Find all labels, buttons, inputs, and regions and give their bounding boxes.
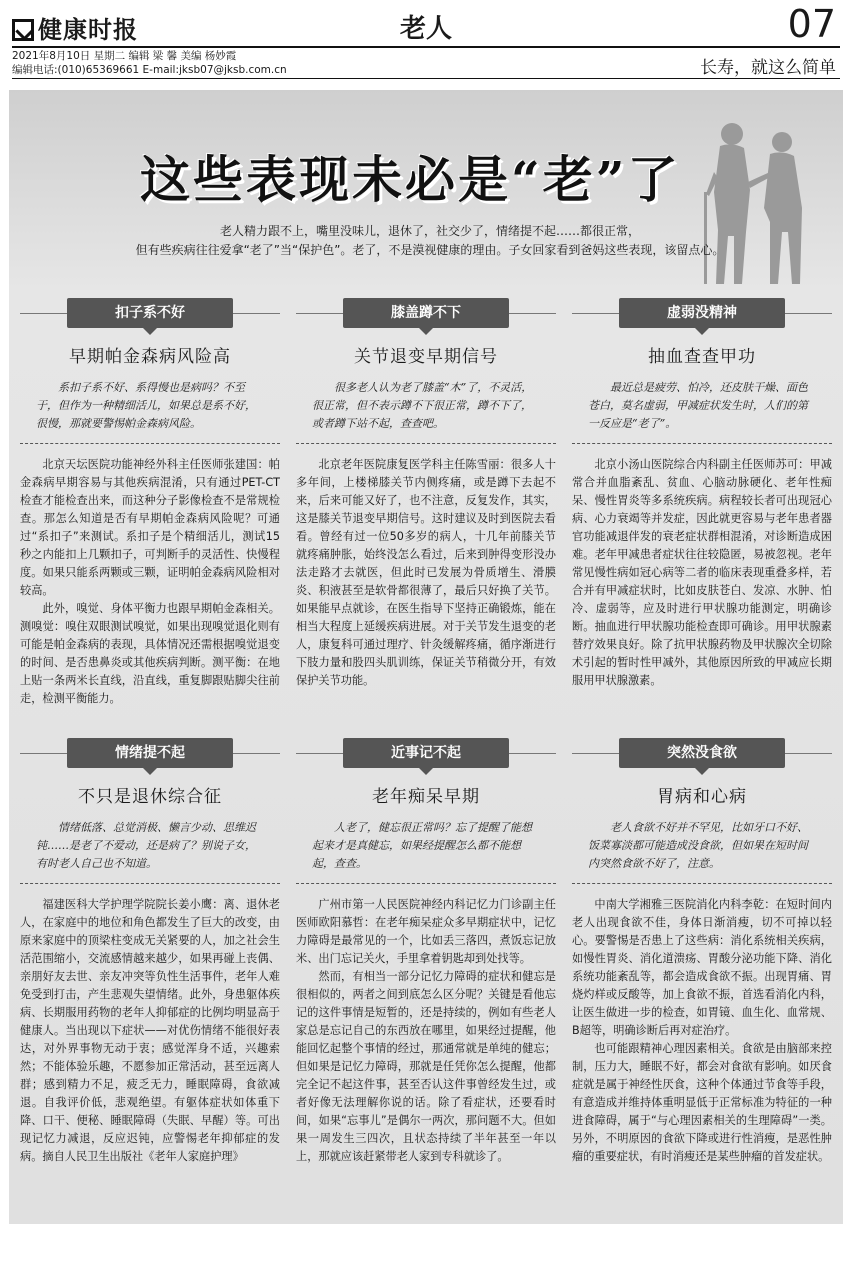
date-editor-line: 2021年8月10日 星期二 编辑 梁 馨 美编 杨妙霞: [12, 50, 237, 62]
article-subhead: 不只是退休综合征: [78, 787, 222, 807]
article-tag: 突然没食欲: [619, 738, 785, 768]
intro-line-2: 但有些疾病往往爱拿“老了”当“保护色”。老了，不是漠视健康的理由。子女回家看到爸妈这些表现，该留点心。: [135, 243, 725, 257]
article-card-buttons: [20, 298, 280, 708]
article-paragraph: 福建医科大学护理学院院长姜小鹰：离、退休老人，在家庭中的地位和角色都发生了巨大的改变，由原来家庭中的顶梁柱变成无关紧要的人，加之社会生活范围缩小，交流感情越来越少，如果再碰上丧偶、亲朋好友去世、亲友冲突等负性生活事件，老年人难免受到打击，产生悲观失望情绪。此外，身患躯体疾病、长期服用药物的老年人抑郁症的比例均明显高于健康人。当出现以下症状——对优伤情绪不能很好表达，对外界事物无动于衷；感觉浑身不适，兴趣索然；不能体验乐趣，不愿参加正常活动，甚至远离人群；感到精力不足，疲乏无力，睡眠障碍，食欲减退。自我评价低，悲观绝望。有躯体症状如体重下降、口干、便秘、睡眠障碍（失眠、早醒）等。可出现记忆力减退，反应迟钝，应警惕老年抑郁症的发病。摘自人民卫生出版社《老年人家庭护理》: [20, 898, 280, 1163]
article-subhead: 胃病和心病: [657, 787, 747, 807]
article-divider: [296, 443, 556, 444]
article-lead: 很多老人认为老了膝盖“木”了，不灵活，很正常，但不表示蹲不下很正常，蹲不下了，或者蹲下站不起，查查吧。: [312, 381, 533, 430]
section-title: 老人: [400, 14, 453, 44]
article-divider: [20, 883, 280, 884]
article-lead: 系扣子系不好、系得慢也是病吗？不至于，但作为一种精细活儿，如果总是系不好，很慢，那就要警惕帕金森病风险。: [36, 381, 256, 430]
article-paragraph: 中南大学湘雅三医院消化内科李乾：在短时间内老人出现食欲不佳，身体日渐消瘦，切不可掉以轻心。要警惕是否患上了这些病：消化系统相关疾病，如慢性胃炎、消化道溃疡、胃酸分泌功能下降、消化系统功能紊乱等，都会造成食欲不振。出现胃痛、胃烧灼样或反酸等，加上食欲不振，首选看消化内科，让医生做进一步的检查，如胃镜、血生化、血常规、B超等，明确诊断后再对症治疗。: [572, 898, 832, 1037]
info-divider: [12, 78, 840, 79]
article-tag: 近事记不起: [343, 738, 509, 768]
brand-name: 健康时报: [38, 16, 138, 44]
article-paragraph: 北京天坛医院功能神经外科主任医师张建国：帕金森病早期容易与其他疾病混淆，只有通过PET-CT检查才能检查出来，而这种分子影像检查不是常规检查。那怎么知道是否有早期帕金森病风险呢？可通过“系扣子”来测试。系扣子是个精细活儿，测试15秒之内能扣上几颗扣子，可判断手的灵活性、快慢程度。如果只能系两颗或三颗，证明帕金森病风险相对较高。: [20, 458, 280, 597]
newspaper-brand: [12, 10, 138, 45]
contact-line: 编辑电话:(010)65369661 E-mail:jksb07@jksb.com.cn: [12, 64, 287, 76]
feature-intro: [70, 222, 790, 260]
article-card-appetite: [572, 738, 832, 1166]
article-lead: 老人食欲不好并不罕见，比如牙口不好、饭菜寡淡都可能造成没食欲，但如果在短时间内突然食欲不好了，注意。: [588, 821, 808, 870]
article-paragraph: 北京老年医院康复医学科主任陈雪丽：很多人十多年间，上楼梯膝关节内侧疼痛，或是蹲下去起不来，后来可能又好了，也不注意，反复发作，其实，这是膝关节退变早期信号。这时建议及时到医院去看看。曾经有过一位50多岁的病人，十几年前膝关节就疼痛肿胀，始终没怎么看过，后来到肿得变形没办法走路才去就医，但此时已发展为骨质增生、滑膜炎、积液甚至是软骨都很薄了，最后只好换了关节。如果能早点就诊，在医生指导下坚持正确锻炼，能在相当大程度上延缓疾病进展。对于关节发生退变的老人，康复科可通过理疗、针灸缓解疼痛，循序渐进行下肢力量和股四头肌训练，保证关节稍微分开，有效保护关节功能。: [296, 458, 556, 687]
article-divider: [296, 883, 556, 884]
feature-headline: 这些表现未必是“老”了: [140, 150, 681, 209]
article-body: [20, 456, 280, 708]
article-paragraph: 北京小汤山医院综合内科副主任医师苏可：甲减常合并血脂紊乱、贫血、心脑动脉硬化、老年性痴呆、慢性胃炎等多系统疾病。病程较长者可出现冠心病、心力衰竭等并发症，因此就更容易与老年患者器官功能减退伴发的衰老症状群相混淆，对诊断造成困难。老年甲减患者症状往往较隐匿，易被忽视。老年常见慢性病如冠心病等二者的临床表现重叠多样，若合并有甲减症状时，比如皮肤苍白、发凉、水肿、怕冷、虚弱等，应及时进行甲状腺功能测定，明确诊断。抽血进行甲状腺功能检查即可确诊。用甲状腺素替疗效果良好。除了抗甲状腺药物及甲状腺次全切除术引起的暂时性甲减外，其他原因所致的甲减应长期服用甲状腺激素。: [572, 458, 832, 687]
article-card-memory: [296, 738, 556, 1166]
article-lead: 人老了，健忘很正常吗？忘了提醒了能想起来才是真健忘，如果经提醒怎么都不能想起，查查。: [312, 821, 532, 870]
section-slogan: 长寿，就这么简单: [700, 58, 836, 78]
masthead-divider: [12, 46, 840, 48]
article-lead: 最近总是疲劳、怕冷，还皮肤干燥、面色苍白，莫名虚弱，甲减症状发生时，人们的第一反应是“老了”。: [588, 381, 808, 430]
info-bar: [12, 49, 840, 77]
masthead: [12, 2, 840, 46]
article-card-mood: [20, 738, 280, 1166]
brand-logo-icon: [12, 19, 34, 41]
article-tag: 扣子系不好: [67, 298, 233, 328]
elderly-couple-silhouette-icon: [690, 112, 820, 292]
article-divider: [20, 443, 280, 444]
article-paragraph: 然而，有相当一部分记忆力障碍的症状和健忘是很相似的，两者之间到底怎么区分呢？关键是看他忘记的这件事情是短暂的，还是持续的，例如有些老人家总是忘记自己的东西放在哪里，如果经过提醒，他能回忆起整个事情的经过，那通常就是单纯的健忘；但如果是记忆力障碍，那就是任凭你怎么提醒，他都完全记不起这件事，甚至否认这件事曾经发生过，或者好像无法理解你说的话。除了看症状，还要看时间，如果“忘事儿”是偶尔一两次，那问题不大。但如果一周发生三四次，且状态持续了半年甚至一年以上，那就应该赶紧带老人家到专科就诊了。: [296, 970, 556, 1163]
article-body: [296, 456, 556, 690]
article-subhead: 抽血查查甲功: [648, 347, 756, 367]
article-subhead: 关节退变早期信号: [354, 347, 498, 367]
article-divider: [572, 883, 832, 884]
article-tag: 膝盖蹲不下: [343, 298, 509, 328]
article-card-knees: [296, 298, 556, 690]
intro-line-1: 老人精力跟不上，嘴里没味儿，退休了，社交少了，情绪提不起……都很正常，: [219, 224, 640, 238]
article-card-weakness: [572, 298, 832, 690]
article-paragraph: 也可能跟精神心理因素相关。食欲是由脑部来控制，压力大，睡眠不好，都会对食欲有影响。如厌食症就是属于神经性厌食，这种个体通过节食等手段，有意造成并维持体重明显低于正常标准为特征的一种进食障碍，属于“与心理因素相关的生理障碍”一类。另外，不明原因的食欲下降或进行性消瘦，是恶性肿瘤的重要症状，有时消瘦还是某些肿瘤的首发症状。: [572, 1042, 832, 1163]
article-lead: 情绪低落、总觉消极、懒言少动、思维迟钝……是老了不爱动，还是病了？别说子女，有时老人自己也不知道。: [36, 821, 256, 870]
article-subhead: 早期帕金森病风险高: [69, 347, 231, 367]
article-paragraph: 此外，嗅觉、身体平衡力也跟早期帕金森相关。测嗅觉：嗅住双眼测试嗅觉，如果出现嗅觉退化则有可能是帕金森病的表现，具体情况还需根据嗅觉退变的时间、是否患鼻炎或其他疾病判断。测平衡：在地上贴一条两米长直线，沿直线，重复脚跟贴脚尖往前走，检测平衡能力。: [20, 602, 280, 705]
article-body: [572, 896, 832, 1166]
article-tag: 情绪提不起: [67, 738, 233, 768]
article-body: [572, 456, 832, 690]
article-body: [20, 896, 280, 1166]
article-body: [296, 896, 556, 1166]
article-subhead: 老年痴呆早期: [372, 787, 480, 807]
article-paragraph: 广州市第一人民医院神经内科记忆力门诊副主任医师欧阳慕哲：在老年痴呆症众多早期症状中，记忆力障碍是最常见的一个，比如丢三落四，煮饭忘记放米、出门忘记关火，手里拿着钥匙却到处找等。: [296, 898, 556, 965]
article-tag: 虚弱没精神: [619, 298, 785, 328]
page-number: 07: [787, 2, 836, 46]
article-divider: [572, 443, 832, 444]
